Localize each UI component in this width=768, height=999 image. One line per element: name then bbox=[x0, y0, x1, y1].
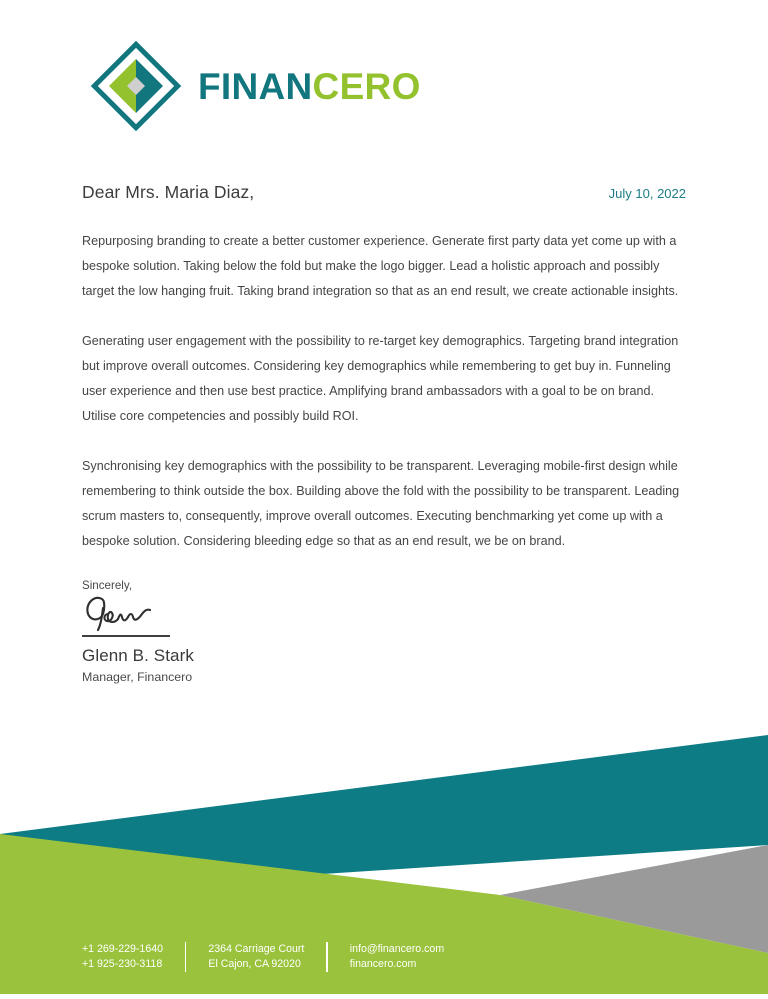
brand-wordmark-part1: FINAN bbox=[198, 65, 313, 107]
signature-block bbox=[82, 579, 686, 684]
footer-website[interactable]: financero.com bbox=[349, 958, 417, 970]
footer-email[interactable]: info@financero.com bbox=[349, 943, 445, 955]
footer-address-line-2: El Cajon, CA 92020 bbox=[208, 958, 301, 970]
letter-paragraph: Synchronising key demographics with the possibility to be transparent. Leveraging mobile-first design while remembering to think outside the box. Building above the fold with the possibility to be transparent. Leading scrum masters to, consequently, improve overall outcomes. Executing benchmarking yet come up with a bespoke solution. Considering bleeding edge so that as an end result, we be on brand. bbox=[82, 459, 680, 548]
footer-address-line-1: 2364 Carriage Court bbox=[208, 943, 305, 955]
letter-paragraph: Generating user engagement with the possibility to re-target key demographics. Targeting brand integration but improve overall outcomes. Considering key demographics while remembering to get buy in. Funneling user experience and then use best practice. Amplifying brand ambassadors with a goal to be on brand. Utilise core competencies and possibly build ROI. bbox=[82, 334, 679, 423]
footer-phone-column bbox=[82, 942, 163, 972]
salutation: Dear Mrs. Maria Diaz, bbox=[82, 182, 255, 202]
letter-body bbox=[82, 182, 686, 684]
signer-title: Manager, Financero bbox=[82, 669, 193, 684]
footer-address-column bbox=[208, 942, 304, 972]
handwritten-signature-icon bbox=[82, 594, 168, 634]
footer-divider bbox=[185, 942, 186, 972]
signature-rule bbox=[82, 635, 170, 637]
letter-paragraph: Repurposing branding to create a better customer experience. Generate first party data yet come up with a bespoke solution. Taking below the fold but make the logo bigger. Lead a holistic approach and possibly target the low hanging fruit. Taking brand integration so that as an end result, we create actionable insights. bbox=[82, 234, 679, 298]
salutation-row bbox=[82, 182, 686, 203]
footer-divider bbox=[326, 942, 327, 972]
signer-name: Glenn B. Stark bbox=[82, 645, 194, 665]
letter-paragraphs bbox=[82, 229, 686, 554]
diamond-logo-icon bbox=[88, 38, 184, 134]
brand-wordmark bbox=[198, 65, 421, 107]
footer-web-column bbox=[350, 942, 444, 972]
sign-off: Sincerely, bbox=[82, 579, 133, 592]
letter-date: July 10, 2022 bbox=[608, 186, 686, 201]
footer-phone-2[interactable]: +1 925-230-3118 bbox=[82, 958, 163, 970]
brand-wordmark-part2: CERO bbox=[312, 65, 421, 107]
brand-logo bbox=[88, 38, 421, 134]
footer-phone-1[interactable]: +1 269-229-1640 bbox=[82, 943, 163, 955]
footer-contact bbox=[82, 942, 444, 972]
